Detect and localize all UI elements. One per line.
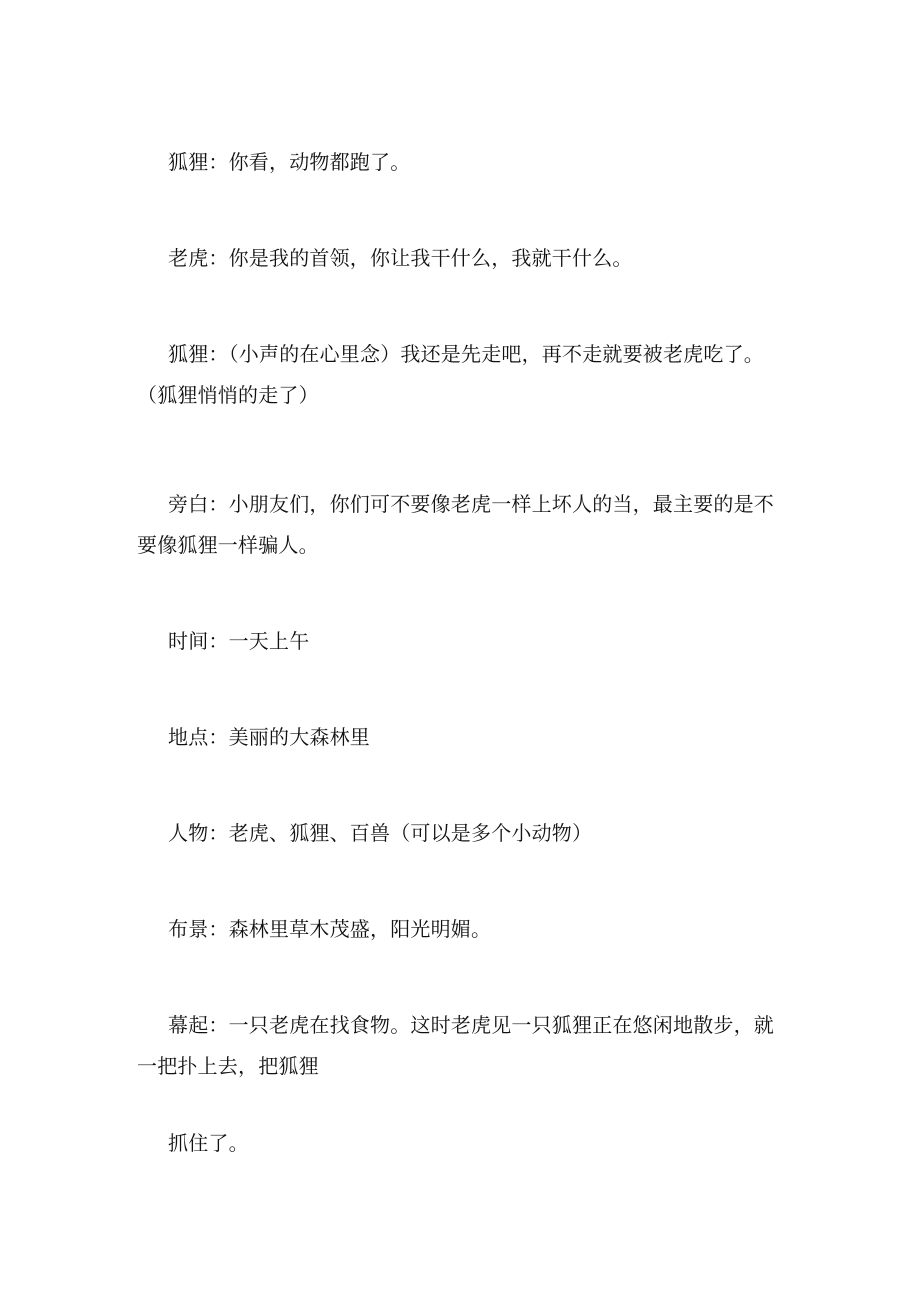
paragraph-characters: 人物：老虎、狐狸、百兽（可以是多个小动物） <box>168 821 593 845</box>
paragraph-tiger-leader: 老虎：你是我的首领，你让我干什么，我就干什么。 <box>168 246 633 270</box>
paragraph-caught: 抓住了。 <box>168 1131 249 1155</box>
paragraph-fox-look: 狐狸：你看，动物都跑了。 <box>168 150 411 174</box>
paragraph-place: 地点：美丽的大森林里 <box>168 725 370 749</box>
paragraph-narrator: 旁白：小朋友们，你们可不要像老虎一样上坏人的当，最主要的是不要像狐狸一样骗人。 <box>137 492 774 557</box>
paragraph-curtain-rises: 幕起：一只老虎在找食物。这时老虎见一只狐狸正在悠闲地散步，就一把扑上去，把狐狸 <box>137 1013 774 1078</box>
paragraph-time: 时间：一天上午 <box>168 629 310 653</box>
paragraph-fox-whisper: 狐狸：（小声的在心里念）我还是先走吧，再不走就要被老虎吃了。（狐狸悄悄的走了） <box>137 342 764 407</box>
paragraph-setting: 布景：森林里草木茂盛，阳光明媚。 <box>168 917 492 941</box>
